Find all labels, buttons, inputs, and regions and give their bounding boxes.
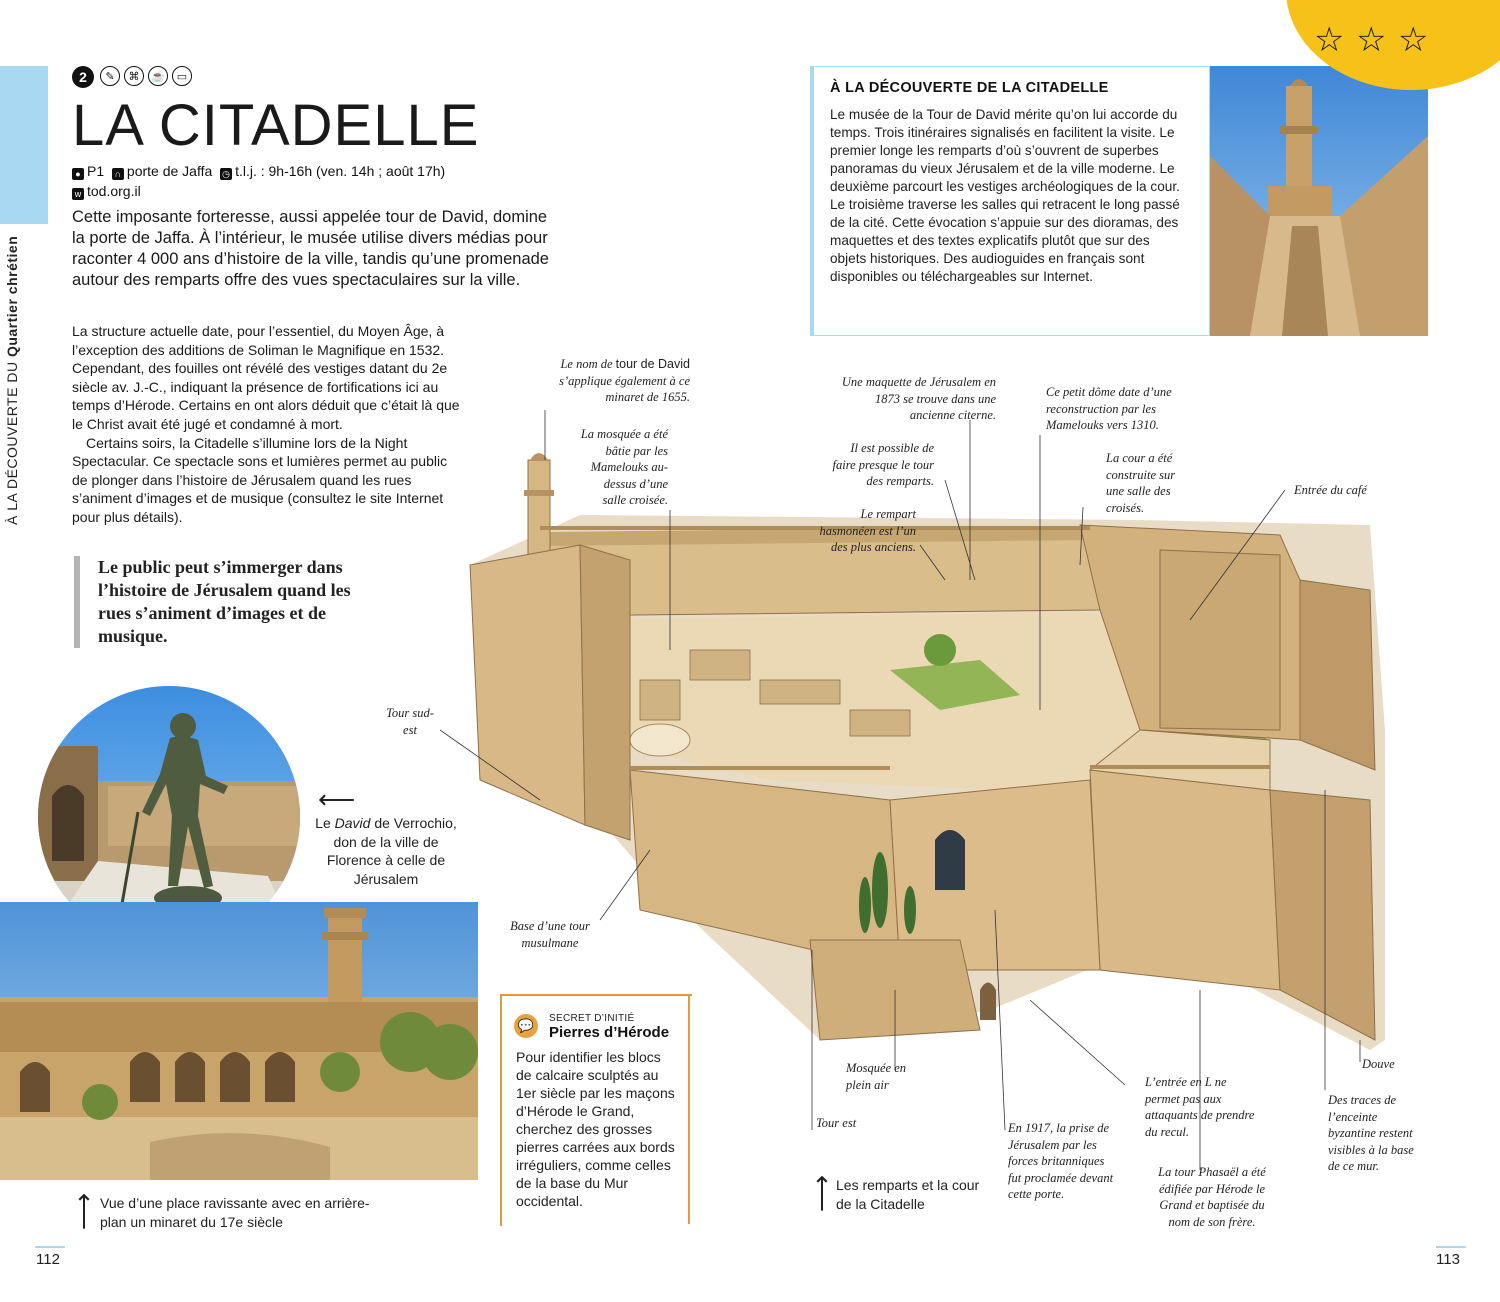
label-enceinte-byzantine: Des traces de l’enceinte byzantine restent visibles à la base de ce mur. <box>1328 1093 1414 1173</box>
pull-quote: Le public peut s’immerger dans l’histoire de Jérusalem quand les rues s’animent d’images et de musique. <box>74 556 378 648</box>
label-mosquee-plein-air: Mosquée en plein air <box>846 1061 907 1092</box>
map-reference: P1 <box>87 163 105 179</box>
label-cour: La cour a été construite sur une salle des croisés. <box>1106 451 1176 515</box>
label-tour-est: Tour est <box>816 1116 857 1130</box>
cafe-icon: ☕ <box>148 66 168 86</box>
chat-bubble-icon: 💬 <box>514 1014 538 1038</box>
arrow-up-icon: ⟵ <box>808 1174 839 1213</box>
clock-icon: ◷ <box>220 168 232 180</box>
courtyard-caption: Vue d’une place ravissante avec en arrière-plan un minaret du 17e siècle <box>100 1195 370 1230</box>
label-entree-l: L’entrée en L ne permet pas aux attaquants de prendre du recul. <box>1145 1075 1255 1139</box>
label-douve: Douve <box>1362 1057 1395 1071</box>
caption-emphasis: David <box>334 815 371 831</box>
star-icon: ☆ <box>1314 21 1345 59</box>
practical-info-line <box>72 163 445 180</box>
label-text: s’applique également à ce minaret de 1655. <box>559 373 690 404</box>
intro-paragraph: Cette imposante forteresse, aussi appelée tour de David, domine la porte de Jaffa. À l’intérieur, le musée utilise divers médias pour raconter 4 000 ans d’histoire de la ville, tandis qu’une promenade autour des remparts offre des vues spectaculaires sur la ville. <box>72 208 549 289</box>
label-porte-1917: En 1917, la prise de Jérusalem par les forces britanniques fut proclamée devant cette porte. <box>1008 1121 1114 1201</box>
discovery-title: À LA DÉCOUVERTE DE LA CITADELLE <box>830 80 1109 96</box>
page-number-bar <box>1436 1246 1466 1248</box>
page-title: LA CITADELLE <box>72 93 480 158</box>
label-maquette: Une maquette de Jérusalem en 1873 se trouve dans une ancienne citerne. <box>841 375 996 422</box>
label-tour-de-david <box>530 356 690 406</box>
label-dome: Ce petit dôme date d’une reconstruction par les Mamelouks vers 1310. <box>1046 385 1172 432</box>
web-icon: w <box>72 188 84 200</box>
label-hasmoneen: Le rempart hasmonéen est l’un des plus anciens. <box>819 507 916 554</box>
label-mosquee: La mosquée a été bâtie par les Mamelouks au-dessus d’une salle croisée. <box>580 427 668 507</box>
label-cafe: Entrée du café <box>1294 483 1367 497</box>
ticket-icon: ✎ <box>100 66 120 86</box>
page-number-left: 112 <box>36 1251 60 1268</box>
body-paragraph-1: La structure actuelle date, pour l’essentiel, du Moyen Âge, à l’exception des additions de Soliman le Magnifique en 1532. Cependant, des fouilles ont révélé des vestiges datant du 2e siècle av. J.-C., indiquant la présence de fortifications ici au temps d’Hérode. Certains en ont alors déduit que c’était là que le Christ avait été jugé et condamné à mort. <box>72 323 460 432</box>
star-icon: ☆ <box>1356 21 1387 59</box>
illustration-caption: Les remparts et la cour de la Citadelle <box>836 1177 980 1212</box>
website-link[interactable]: tod.org.il <box>87 183 141 199</box>
label-tour-sud-est: Tour sud-est <box>386 706 434 737</box>
label-remparts-tour: Il est possible de faire presque le tour des remparts. <box>832 441 934 488</box>
tower-of-david-photo <box>1210 66 1428 336</box>
tip-title: Pierres d’Hérode <box>549 1024 670 1041</box>
tip-body: Pour identifier les blocs de calcaire sculptés au 1er siècle par les maçons d’Hérode le Grand, cherchez des grosses pierres carrées aux bords irréguliers, comme celles de la base du Mur occidental. <box>516 1049 675 1209</box>
section-prefix: À LA DÉCOUVERTE DU <box>4 361 20 525</box>
section-tab <box>0 66 48 224</box>
arrow-left-icon: ⟵ <box>318 784 356 814</box>
map-pin-icon: ● <box>72 168 84 180</box>
star-icon: ☆ <box>1398 21 1429 59</box>
gate-icon: ∩ <box>112 168 124 180</box>
shop-icon: ▭ <box>172 66 192 86</box>
discovery-accent-bar <box>810 66 814 336</box>
page-number-right: 113 <box>1436 1251 1460 1268</box>
gate-name: porte de Jaffa <box>126 163 213 179</box>
body-paragraph-2: Certains soirs, la Citadelle s’illumine lors de la Night Spectacular. Ce spectacle sons et lumières permet au public de plonger dans l’histoire de Jérusalem quand les rues s’animent d’images et de musique (consultez le site Internet pour plus détails). <box>72 434 448 525</box>
arrow-up-icon: ⟵ <box>70 1192 101 1231</box>
page-number-bar <box>35 1246 65 1248</box>
body-text <box>72 322 462 527</box>
label-base-tour: Base d’une tour musulmane <box>510 919 590 950</box>
section-name: Quartier chrétien <box>4 235 20 358</box>
sight-number-badge: 2 <box>72 66 94 88</box>
label-emphasis: tour de David <box>615 357 690 371</box>
citadel-courtyard-photo <box>0 902 478 1180</box>
section-label <box>4 235 64 585</box>
label-tour-phasael: La tour Phasaël a été édifiée par Hérode le Grand et baptisée du nom de son frère. <box>1158 1165 1266 1229</box>
website-line <box>72 183 141 200</box>
discovery-body: Le musée de la Tour de David mérite qu’on lui accorde du temps. Trois itinéraires signalisés en facilitent la visite. Le premier longe les remparts d’où s’ouvrent de superbes panoramas du vieux Jérusalem et de la ville moderne. Le deuxième parcourt les vestiges archéologiques de la cour. Le troisième traverse les salles qui retracent le long passé de la cité. Cette évocation s’appuie sur des dioramas, des maquettes et des textes explicatifs plutôt que sur des objets historiques. Des audioguides en français sont disponibles ou téléchargeables sur Internet. <box>830 107 1180 284</box>
tip-kicker: SECRET D’INITIÉ <box>549 1013 635 1024</box>
caption-text: de Verrochio, don de la ville de Florence à celle de Jérusalem <box>326 815 457 887</box>
opening-hours: t.l.j. : 9h-16h (ven. 14h ; août 17h) <box>235 163 446 179</box>
map-icon: ⌘ <box>124 66 144 86</box>
caption-text: Le <box>315 815 335 831</box>
label-text: Le nom de <box>560 357 616 371</box>
